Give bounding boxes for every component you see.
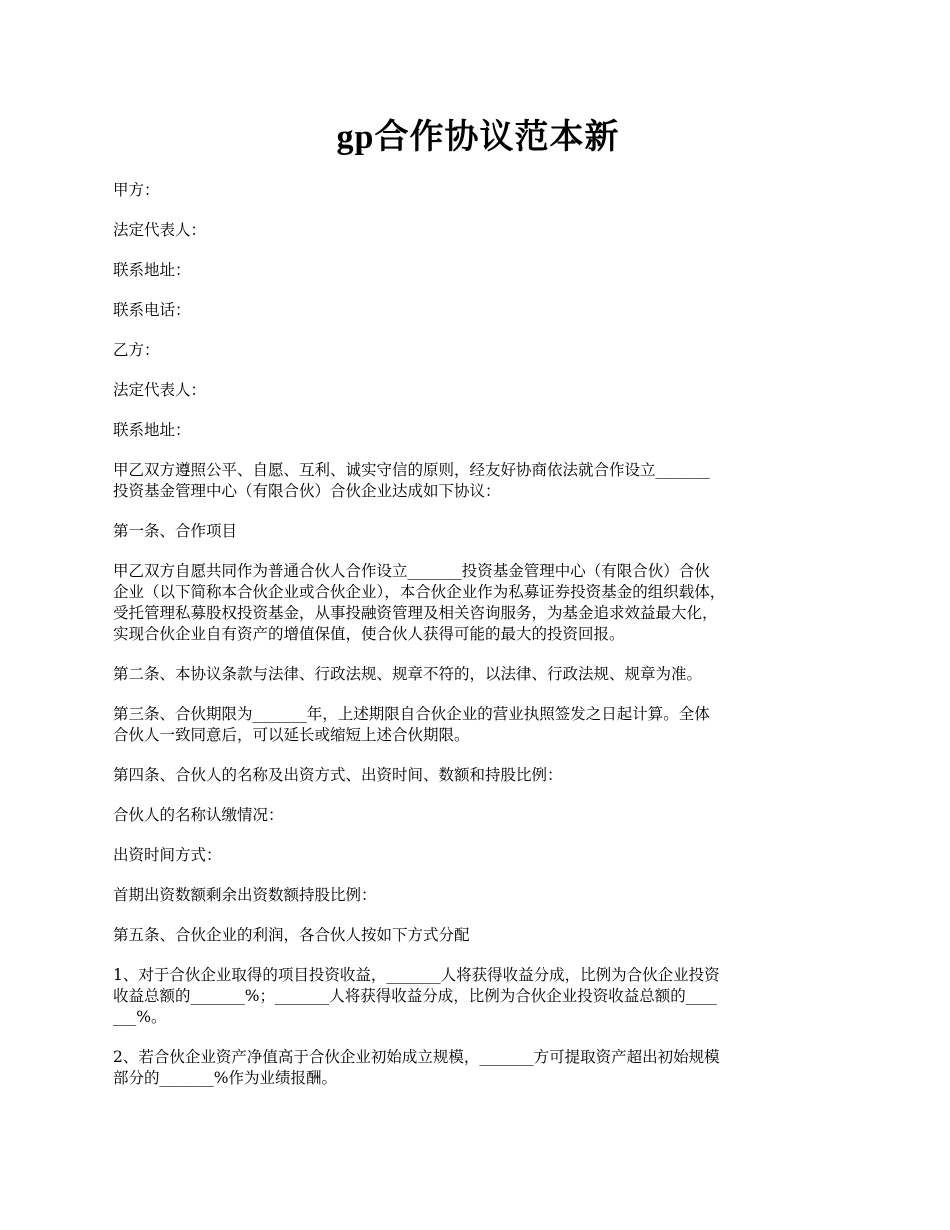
party-a-address: 联系地址： — [113, 261, 191, 279]
party-a-legal-representative: 法定代表人： — [113, 221, 207, 239]
article-2-paragraph: 第二条、本协议条款与法律、行政法规、规章不符的，以法律、行政法规、规章为准。 — [113, 665, 703, 683]
document-title: gp合作协议范本新 — [336, 119, 620, 156]
party-b-legal-representative: 法定代表人： — [113, 381, 207, 399]
profit-clause-2: 2、若合伙企业资产净值高于合伙企业初始成立规模，_______方可提取资产超出初始规模 部分的_______%作为业绩报酬。 — [113, 1048, 720, 1087]
contribution-time-line: 出资时间方式： — [113, 846, 222, 864]
party-a-phone: 联系电话： — [113, 301, 191, 319]
document-body — [113, 180, 843, 1108]
preamble-paragraph: 甲乙双方遵照公平、自愿、互利、诚实守信的原则，经友好协商依法就合作设立_______ 投资基金管理中心（有限合伙）合伙企业达成如下协议： — [113, 461, 710, 500]
article-3-paragraph: 第三条、合伙期限为_______年，上述期限自合伙企业的营业执照签发之日起计算。全体 合伙人一致同意后，可以延长或缩短上述合伙期限。 — [113, 705, 710, 744]
article-4-heading: 第四条、合伙人的名称及出资方式、出资时间、数额和持股比例： — [113, 766, 563, 784]
party-b-address: 联系地址： — [113, 421, 191, 439]
party-b-label: 乙方： — [113, 341, 160, 359]
profit-clause-1: 1、对于合伙企业取得的项目投资收益，_______人将获得收益分成，比例为合伙企业投资 收益总额的_______%；_______人将获得收益分成，比例为合伙企业投资收益总额的____ ___%。 — [113, 966, 720, 1026]
party-a-label: 甲方： — [113, 181, 160, 199]
article-1-body: 甲乙双方自愿共同作为普通合伙人合作设立_______投资基金管理中心（有限合伙）合伙 企业（以下简称本合伙企业或合伙企业），本合伙企业作为私募证券投资基金的组织载体， 受托管理私募股权投资基金，从事投融资管理及相关咨询服务，为基金追求效益最大化， 实现合伙企业自有资产的增值保值，使合伙人获得可能的最大的投资回报。 — [113, 562, 726, 643]
partner-names-line: 合伙人的名称认缴情况： — [113, 806, 284, 824]
article-1-heading: 第一条、合作项目 — [113, 522, 238, 540]
article-5-heading: 第五条、合伙企业的利润，各合伙人按如下方式分配 — [113, 926, 470, 944]
contribution-amount-line: 首期出资数额剩余出资数额持股比例： — [113, 886, 377, 904]
